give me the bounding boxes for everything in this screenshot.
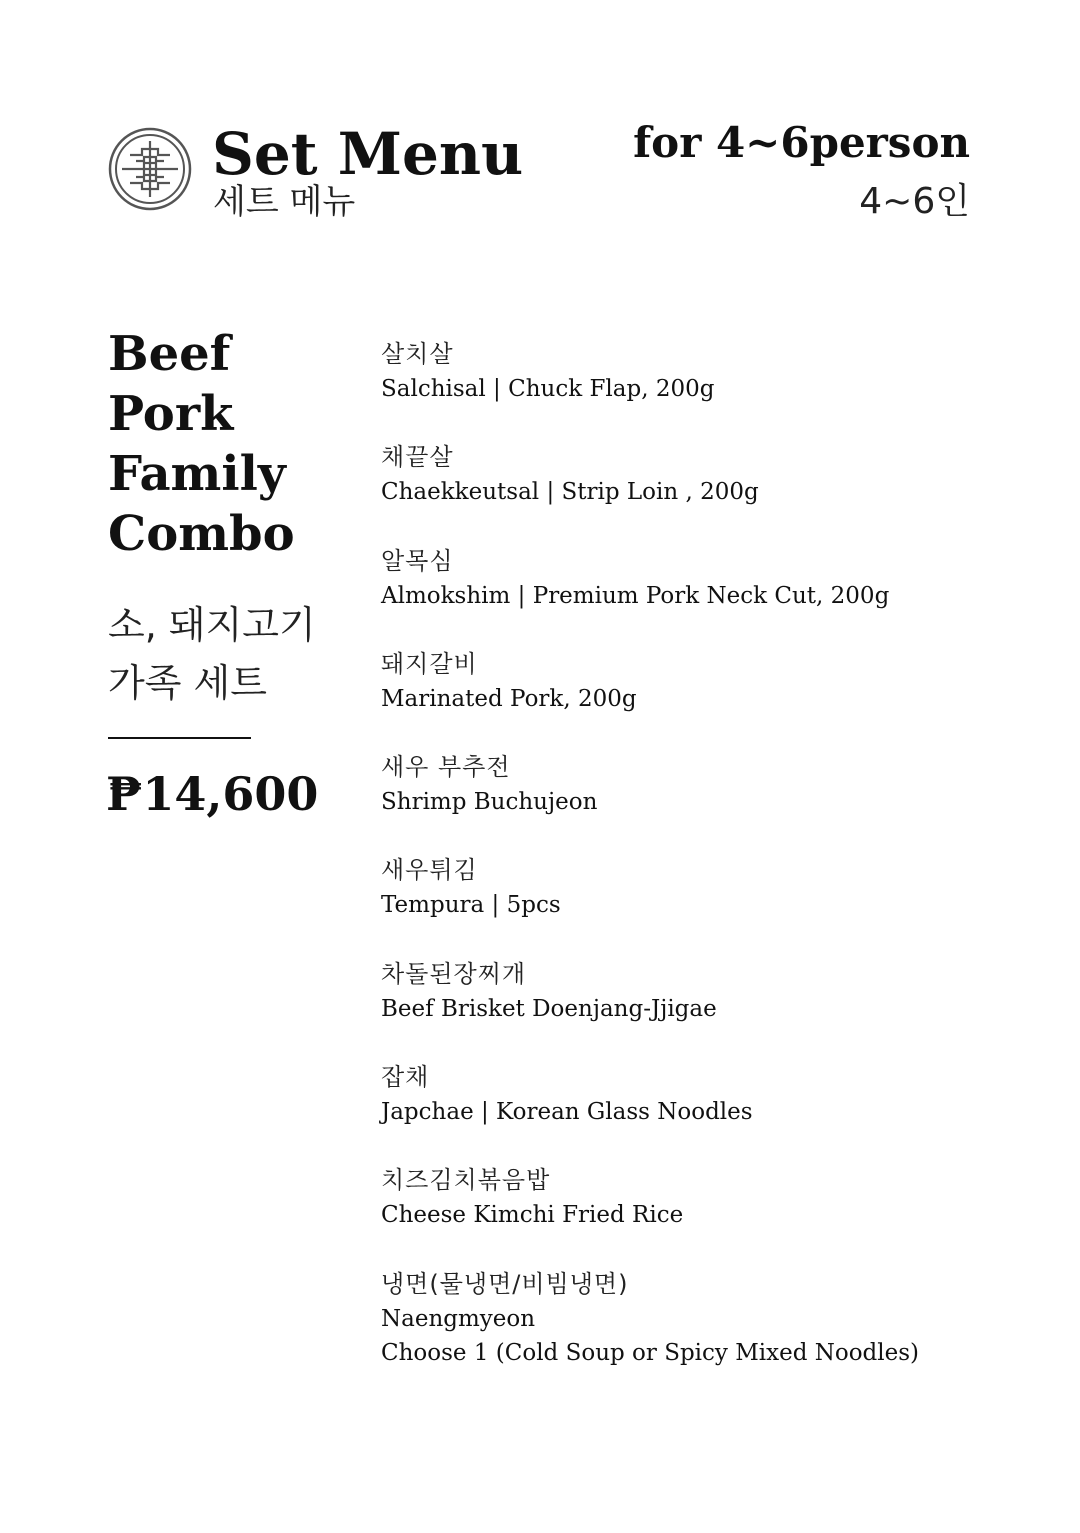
- menu-item-english: Japchae | Korean Glass Noodles: [381, 1099, 753, 1126]
- menu-item: [381, 1059, 1001, 1162]
- menu-item-english: Cheese Kimchi Fried Rice: [381, 1202, 684, 1229]
- menu-item-korean: 채끝살: [381, 443, 454, 472]
- serving-size: for 4~6person: [633, 118, 970, 167]
- menu-item-english: Shrimp Buchujeon: [381, 789, 598, 816]
- menu-item: [381, 646, 1001, 749]
- menu-item-english-note: Choose 1 (Cold Soup or Spicy Mixed Noodles): [381, 1339, 920, 1366]
- set-name-line: Pork: [108, 386, 234, 442]
- set-name-line: Family: [108, 446, 286, 502]
- set-name-line: Beef: [108, 326, 231, 382]
- set-name-korean: [108, 596, 358, 712]
- set-name-korean-line: 소, 돼지고기: [108, 603, 316, 647]
- set-name-korean-line: 가족 세트: [108, 661, 267, 705]
- menu-item-korean: 냉면(물냉면/비빔냉면): [381, 1269, 629, 1298]
- menu-item-korean: 새우 부추전: [381, 753, 511, 782]
- menu-item: [381, 1266, 1001, 1369]
- menu-item: [381, 852, 1001, 955]
- menu-item-english: Chaekkeutsal | Strip Loin , 200g: [381, 479, 759, 506]
- menu-item: [381, 1162, 1001, 1265]
- korean-knot-emblem-icon: [108, 127, 192, 211]
- menu-item: [381, 336, 1001, 439]
- menu-item-list: [381, 336, 1001, 1369]
- menu-item: [381, 956, 1001, 1059]
- menu-item: [381, 439, 1001, 542]
- menu-item-korean: 돼지갈비: [381, 649, 478, 678]
- menu-item-english: Tempura | 5pcs: [381, 892, 561, 919]
- menu-item-korean: 알목심: [381, 546, 454, 575]
- menu-item-korean: 차돌된장찌개: [381, 959, 527, 988]
- menu-item-english: Almokshim | Premium Pork Neck Cut, 200g: [381, 582, 890, 609]
- menu-item-korean: 잡채: [381, 1063, 430, 1092]
- menu-item: [381, 543, 1001, 646]
- menu-item-korean: 치즈김치볶음밥: [381, 1166, 551, 1195]
- page-title: Set Menu: [212, 120, 524, 188]
- menu-item-english: Marinated Pork, 200g: [381, 685, 637, 712]
- menu-item: [381, 749, 1001, 852]
- page-title-korean: 세트 메뉴: [213, 182, 356, 222]
- menu-item-korean: 새우튀김: [381, 856, 478, 885]
- set-name-line: Combo: [108, 506, 295, 562]
- serving-size-korean: 4~6인: [859, 181, 970, 222]
- set-name: [108, 324, 348, 564]
- menu-item-english: Naengmyeon: [381, 1305, 536, 1332]
- menu-item-english: Beef Brisket Doenjang-Jjigae: [381, 995, 717, 1022]
- divider: [108, 737, 251, 739]
- menu-item-english: Salchisal | Chuck Flap, 200g: [381, 376, 715, 402]
- set-price: ₱14,600: [106, 767, 319, 821]
- menu-item-korean: 살치살: [381, 340, 454, 368]
